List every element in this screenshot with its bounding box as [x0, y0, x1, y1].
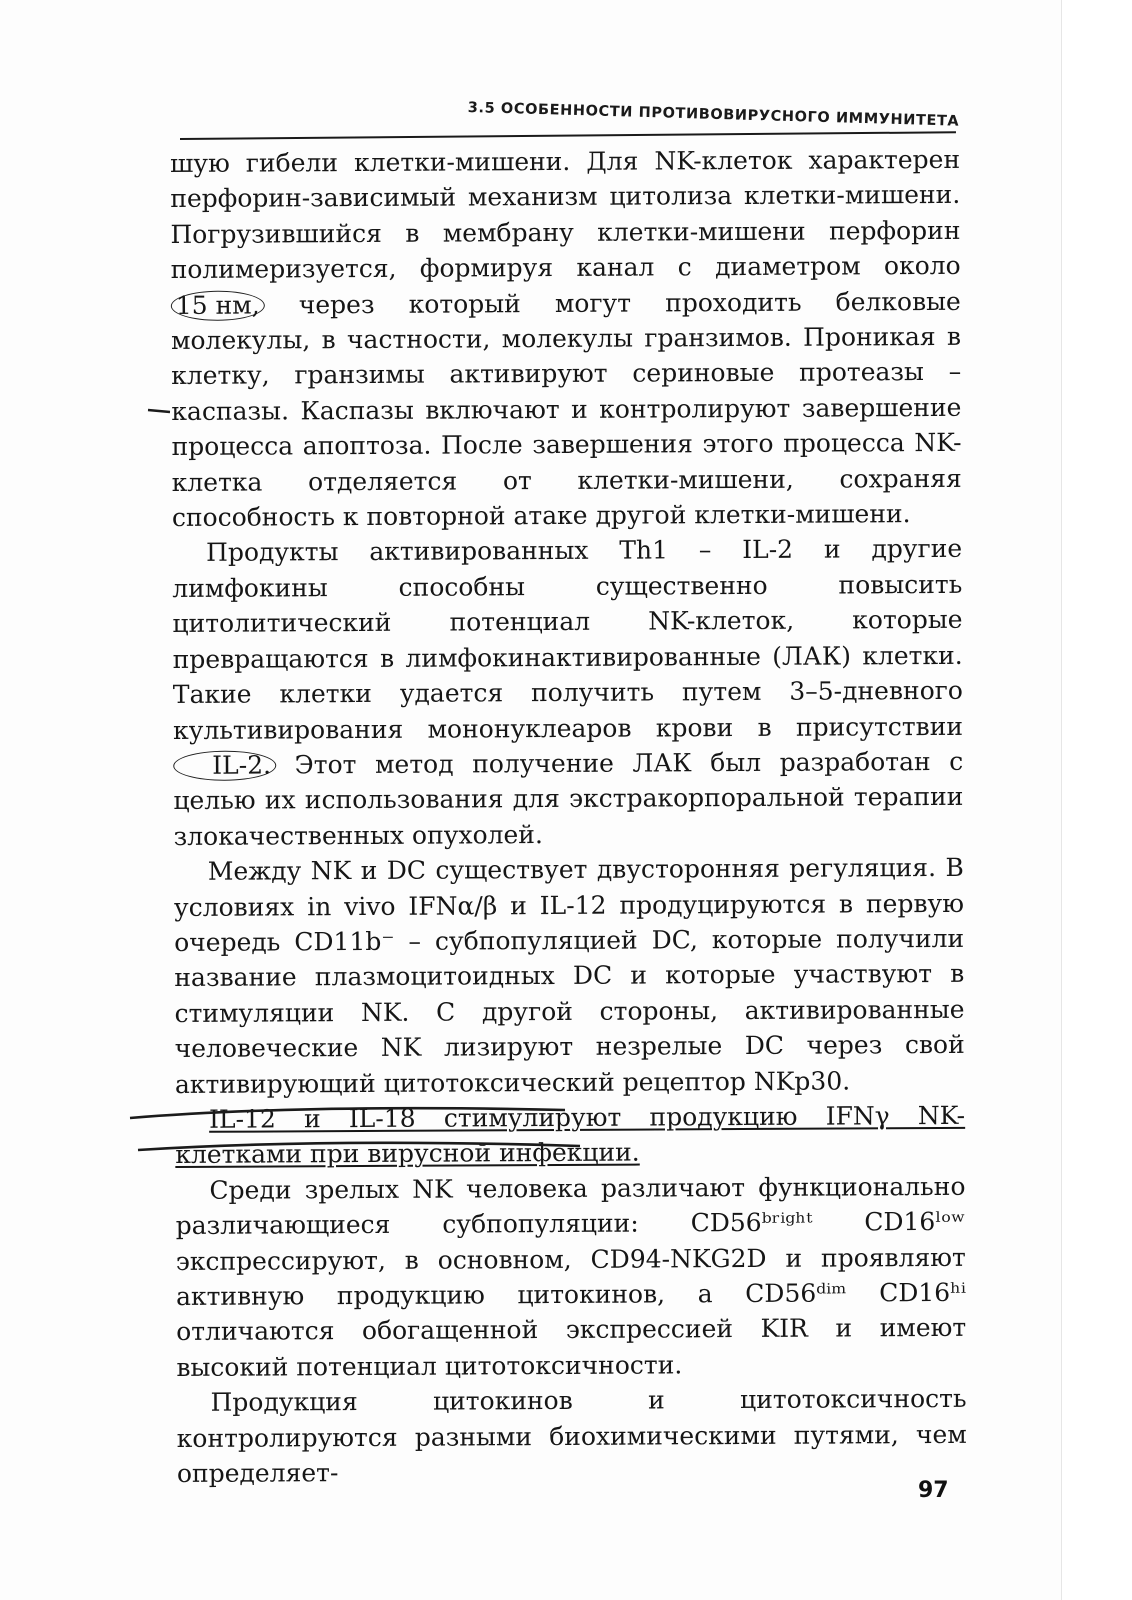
paragraph-2	[172, 531, 964, 854]
circled-annotation-15nm: 15 нм,	[171, 290, 265, 320]
paragraph-3: Между NK и DC существует двусторонняя регуляция. В условиях in vivo IFNα/β и IL-12 продуцируются в первую очередь CD11b⁻ – субпопуляцией DC, которые получили название плазмоцитоидных DC и которые участвуют в стимуляции NK. С другой стороны, активированные человеческие NK лизируют незрелые DC через свой активирующий цитотоксический рецептор NKp30.	[173, 852, 965, 1099]
circled-annotation-il2: IL-2.	[173, 750, 276, 781]
running-head: 3.5 ОСОБЕННОСТИ ПРОТИВОВИРУСНОГО ИММУНИТЕТА	[467, 100, 960, 130]
paragraph-1-text-c: через который могут проходить белковые молекулы, в частности, молекулы гранзимов. Проникая в клетку, гранзимы активируют сериновые протеазы – каспазы. Каспазы включают и контролируют завершение процесса апоптоза. После завершения этого процесса NK-клетка отделяется от клетки-мишени, сохраняя способность к повторной атаке другой клетки-мишени.	[170, 286, 962, 533]
paragraph-1-text-a: шую гибели клетки-мишени. Для NK-клеток характерен перфорин-зависимый механизм цитолиза клетки-мишени. Погрузившийся в мембрану клетки-мишени перфорин полимеризуется, формируя канал с диаметром около	[170, 144, 961, 285]
page-margin-edge	[1061, 0, 1132, 1600]
paragraph-6: Продукция цитокинов и цитотоксичность контролируются разными биохимическими путями, чем определяет-	[176, 1384, 967, 1489]
paragraph-1	[170, 142, 962, 536]
paragraph-2-text-a: Продукты активированных Th1 – IL-2 и другие лимфокины способны существенно повысить цитолитический потенциал NK-клеток, которые превращаются в лимфокинактивированные (ЛАК) клетки. Такие клетки удается получить путем 3–5-дневного культивирования мононуклеаров крови в присутствии	[172, 534, 964, 745]
body-text	[170, 142, 967, 1492]
paragraph-2-text-c: Этот метод получение ЛАК был разработан с целью их использования для экстракорпоральной терапии злокачественных опухолей.	[173, 746, 964, 851]
pen-dash-mark	[148, 410, 170, 412]
page-number: 97	[918, 1478, 949, 1503]
paragraph-5: Среди зрелых NK человека различают функционально различающиеся субпопуляции: CD56ᵇʳⁱᵍʰᵗ CD16ˡᵒʷ экспрессируют, в основном, CD94-NKG2D и проявляют активную продукцию цитокинов, а CD56ᵈⁱᵐ CD16ʰⁱ отличаются обогащенной экспрессией KIR и имеют высокий потенциал цитотоксичности.	[175, 1171, 967, 1382]
header-rule	[180, 131, 956, 140]
paragraph-4: IL-12 и IL-18 стимулируют продукцию IFNγ NK-клетками при вирусной инфекции.	[175, 1100, 966, 1170]
